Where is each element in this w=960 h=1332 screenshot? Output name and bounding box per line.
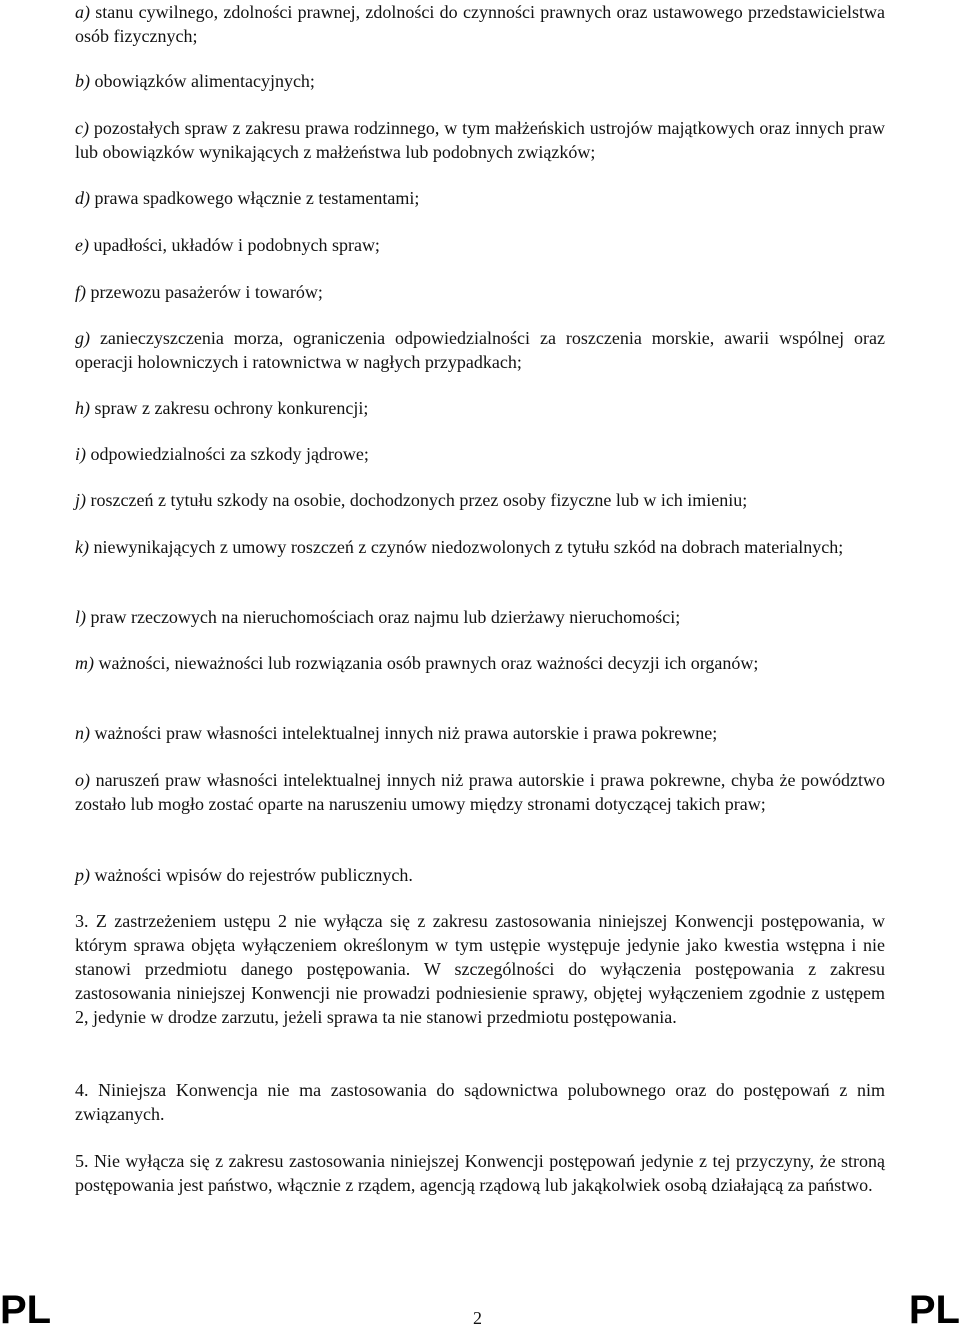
list-item-h xyxy=(75,396,885,420)
paragraph-number: 5. xyxy=(75,1151,89,1171)
paragraph-text: Z zastrzeżeniem ustępu 2 nie wyłącza się z zakresu zastosowania niniejszej Konwencji postępowania, w którym sprawa objęta wyłączeniem określonym w tym ustępie występuje jedynie jako kwestia wstępna i nie stanowi przedmiotu danego postępowania. W szczególności do wyłączenia postępowania z zakresu zastosowania niniejszej Konwencji nie prowadzi podniesienie sprawy, objętej wyłączeniem zgodnie z ustępem 2, jedynie w drodze zarzutu, jeżeli sprawa ta nie stanowi przedmiotu postępowania. xyxy=(75,911,886,1027)
item-text: ważności praw własności intelektualnej innych niż prawa autorskie i prawa pokrewne; xyxy=(94,723,718,743)
list-item-b xyxy=(75,69,885,93)
item-label: b) xyxy=(75,71,90,91)
item-text: pozostałych spraw z zakresu prawa rodzinnego, w tym małżeńskich ustrojów majątkowych oraz innych praw lub obowiązków wynikających z małżeństwa lub podobnych związków; xyxy=(75,118,885,162)
item-label: f) xyxy=(75,282,86,302)
list-item-f xyxy=(75,280,885,304)
page-number: 2 xyxy=(473,1308,482,1328)
list-item-o xyxy=(75,768,885,816)
item-text: obowiązków alimentacyjnych; xyxy=(94,71,315,91)
list-item-g xyxy=(75,326,885,374)
paragraph-4 xyxy=(75,1078,885,1126)
item-label: j) xyxy=(75,490,86,510)
list-item-l xyxy=(75,605,885,629)
paragraph-text: Niniejsza Konwencja nie ma zastosowania do sądownictwa polubownego oraz do postępowań z nim związanych. xyxy=(75,1080,885,1124)
item-label: d) xyxy=(75,188,90,208)
item-label: o) xyxy=(75,770,90,790)
footer-language-tag-right: PL xyxy=(908,1288,960,1332)
item-label: a) xyxy=(75,2,90,22)
list-item-a xyxy=(75,0,885,48)
item-label: g) xyxy=(75,328,90,348)
list-item-c xyxy=(75,116,885,164)
item-text: zanieczyszczenia morza, ograniczenia odpowiedzialności za roszczenia morskie, awarii wspólnej oraz operacji holowniczych i ratownictwa w nagłych przypadkach; xyxy=(75,328,885,372)
paragraph-number: 3. xyxy=(75,911,89,931)
item-text: przewozu pasażerów i towarów; xyxy=(90,282,323,302)
list-item-i xyxy=(75,442,885,466)
item-text: prawa spadkowego włącznie z testamentami; xyxy=(94,188,420,208)
item-text: stanu cywilnego, zdolności prawnej, zdolności do czynności prawnych oraz ustawowego przedstawicielstwa osób fizycznych; xyxy=(75,2,885,46)
list-item-p xyxy=(75,863,885,887)
item-text: praw rzeczowych na nieruchomościach oraz najmu lub dzierżawy nieruchomości; xyxy=(90,607,681,627)
item-text: spraw z zakresu ochrony konkurencji; xyxy=(94,398,369,418)
list-item-k xyxy=(75,535,885,559)
item-label: h) xyxy=(75,398,90,418)
item-label: l) xyxy=(75,607,86,627)
paragraph-3 xyxy=(75,909,885,1029)
item-label: m) xyxy=(75,653,94,673)
item-text: ważności, nieważności lub rozwiązania osób prawnych oraz ważności decyzji ich organów; xyxy=(98,653,759,673)
item-text: ważności wpisów do rejestrów publicznych. xyxy=(94,865,413,885)
item-text: odpowiedzialności za szkody jądrowe; xyxy=(90,444,369,464)
list-item-m xyxy=(75,651,885,675)
item-text: upadłości, układów i podobnych spraw; xyxy=(93,235,380,255)
list-item-e xyxy=(75,233,885,257)
item-text: niewynikających z umowy roszczeń z czynów niedozwolonych z tytułu szkód na dobrach materialnych; xyxy=(93,537,844,557)
item-label: p) xyxy=(75,865,90,885)
item-text: naruszeń praw własności intelektualnej innych niż prawa autorskie i prawa pokrewne, chyba że powództwo zostało lub mogło zostać oparte na naruszeniu umowy między stronami dotyczącej takich praw; xyxy=(75,770,885,814)
footer-language-tag-left: PL xyxy=(0,1288,52,1332)
item-label: i) xyxy=(75,444,86,464)
item-label: n) xyxy=(75,723,90,743)
item-label: k) xyxy=(75,537,89,557)
item-text: roszczeń z tytułu szkody na osobie, dochodzonych przez osoby fizyczne lub w ich imieniu; xyxy=(90,490,748,510)
item-label: e) xyxy=(75,235,89,255)
item-label: c) xyxy=(75,118,89,138)
paragraph-text: Nie wyłącza się z zakresu zastosowania niniejszej Konwencji postępowań jedynie z tej przyczyny, że stroną postępowania jest państwo, włącznie z rządem, agencją rządową lub jakąkolwiek osobą działającą za państwo. xyxy=(75,1151,886,1195)
paragraph-5 xyxy=(75,1149,885,1197)
list-item-d xyxy=(75,186,885,210)
list-item-j xyxy=(75,488,885,512)
paragraph-number: 4. xyxy=(75,1080,89,1100)
list-item-n xyxy=(75,721,885,745)
